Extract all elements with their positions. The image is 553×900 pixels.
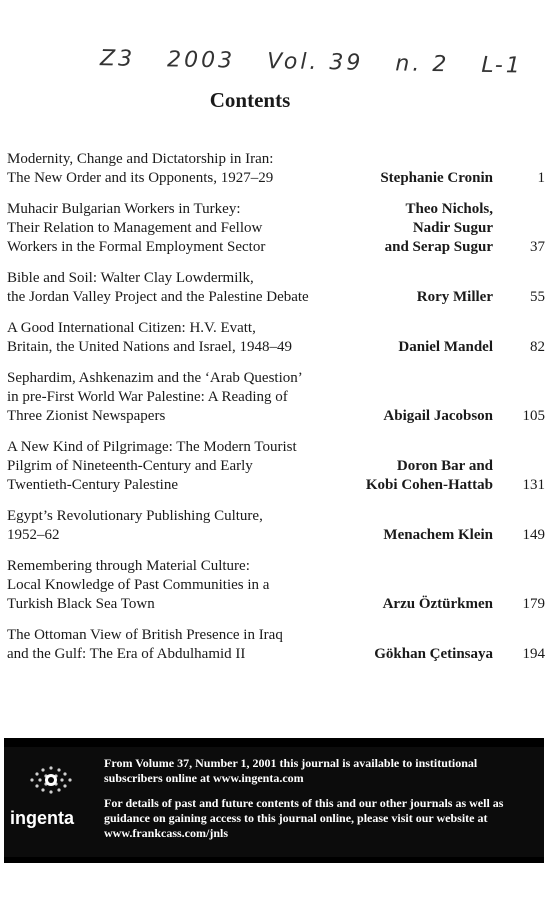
- article-title-line: Three Zionist Newspapers: [7, 408, 166, 424]
- page-number: 82: [530, 339, 545, 355]
- banner-bottom-stripe: [4, 857, 544, 863]
- handwritten-note: [100, 46, 540, 79]
- article-title-line: Britain, the United Nations and Israel, 1948–49: [7, 339, 292, 355]
- article-author: [383, 595, 493, 614]
- article-title-line: Bible and Soil: Walter Clay Lowdermilk,: [7, 270, 254, 286]
- author-line: Arzu Öztürkmen: [382, 596, 493, 612]
- author-line: Abigail Jacobson: [383, 408, 493, 424]
- article-title-line: Twentieth-Century Palestine: [7, 477, 178, 493]
- availability-notice: From Volume 37, Number 1, 2001 this journal is available to institutional subscribers online at www.ingenta.com: [104, 756, 478, 785]
- article-author: [380, 169, 493, 188]
- article-title-line: Modernity, Change and Dictatorship in Iran:: [7, 151, 274, 167]
- article-title-line: A Good International Citizen: H.V. Evatt,: [7, 320, 256, 336]
- page-number: 149: [522, 527, 545, 543]
- article-title-line: in pre-First World War Palestine: A Reading of: [7, 389, 288, 405]
- article-author: [398, 338, 493, 357]
- handwritten-note-part: 2003: [166, 47, 236, 74]
- article-title-line: Workers in the Formal Employment Sector: [7, 239, 266, 255]
- handwritten-note-part: Z3: [99, 46, 136, 72]
- article-title-line: Egypt’s Revolutionary Publishing Culture,: [7, 508, 263, 524]
- article-author: [383, 407, 493, 426]
- article-title-line: Sephardim, Ashkenazim and the ‘Arab Question’: [7, 370, 303, 386]
- toc-entry: [7, 150, 545, 188]
- author-line: Theo Nichols,: [405, 201, 493, 217]
- banner-top-stripe: [4, 738, 544, 747]
- table-of-contents: [7, 150, 545, 664]
- page-number: 131: [522, 477, 545, 493]
- handwritten-note-part: Vol. 39: [266, 49, 364, 76]
- article-title-line: 1952–62: [7, 527, 60, 543]
- article-author: [383, 526, 493, 545]
- toc-entry: [7, 369, 545, 426]
- ingenta-banner: [4, 738, 544, 863]
- article-title-line: Muhacir Bulgarian Workers in Turkey:: [7, 201, 241, 217]
- page-number: 194: [522, 646, 545, 662]
- article-title-line: Remembering through Material Culture:: [7, 558, 250, 574]
- author-line: Daniel Mandel: [398, 339, 493, 355]
- page-title: Contents: [209, 88, 291, 112]
- toc-entry: [7, 438, 545, 495]
- article-title-line: The Ottoman View of British Presence in Iraq: [7, 627, 283, 643]
- article-title-line: The New Order and its Opponents, 1927–29: [7, 170, 274, 186]
- author-line: Kobi Cohen-Hattab: [365, 477, 493, 493]
- author-line: Rory Miller: [416, 289, 493, 305]
- eye-icon: [26, 760, 76, 802]
- ingenta-logo: [4, 752, 96, 852]
- author-line: Doron Bar and: [396, 458, 493, 474]
- article-author: [417, 288, 493, 307]
- banner-text: [104, 756, 534, 851]
- author-line: Stephanie Cronin: [380, 170, 493, 186]
- article-title-line: Pilgrim of Nineteenth-Century and Early: [7, 458, 253, 474]
- page-number: 105: [522, 408, 545, 424]
- author-line: Gökhan Çetinsaya: [374, 646, 493, 662]
- handwritten-note-part: n. 2: [395, 51, 450, 78]
- author-line: Nadir Sugur: [412, 220, 493, 236]
- author-line: and Serap Sugur: [384, 239, 493, 255]
- article-title-line: the Jordan Valley Project and the Palestine Debate: [7, 289, 309, 305]
- page-number: 37: [530, 239, 545, 255]
- website-notice: For details of past and future contents of this and our other journals as well as guidance on gaining access to this journal online, please visit our website at www.frankcass.com/jnls: [104, 796, 504, 840]
- toc-entry: [7, 269, 545, 307]
- article-author: [385, 200, 493, 257]
- toc-entry: [7, 507, 545, 545]
- article-title-line: Local Knowledge of Past Communities in a: [7, 577, 270, 593]
- article-title-line: A New Kind of Pilgrimage: The Modern Tourist: [7, 439, 297, 455]
- handwritten-note-part: L-1: [481, 52, 524, 79]
- toc-entry: [7, 557, 545, 614]
- article-title-line: Their Relation to Management and Fellow: [7, 220, 263, 236]
- page-number: 179: [522, 596, 545, 612]
- article-title-line: and the Gulf: The Era of Abdulhamid II: [7, 646, 246, 662]
- article-author: [374, 645, 493, 664]
- toc-entry: [7, 319, 545, 357]
- toc-entry: [7, 626, 545, 664]
- toc-entry: [7, 200, 545, 257]
- page-number: 1: [537, 170, 545, 186]
- article-author: [366, 457, 493, 495]
- brand-name: ingenta: [10, 808, 75, 828]
- page-number: 55: [530, 289, 545, 305]
- author-line: Menachem Klein: [383, 527, 493, 543]
- article-title-line: Turkish Black Sea Town: [7, 596, 155, 612]
